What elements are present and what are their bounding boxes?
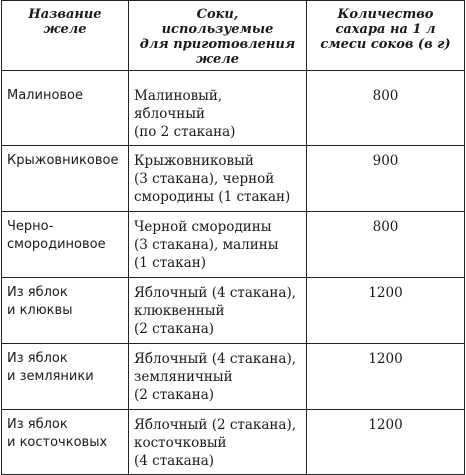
juices-cell xyxy=(129,344,307,410)
header-juices xyxy=(129,1,307,71)
juices-line: Черной смородины xyxy=(134,219,272,235)
sugar-amount-cell: 900 xyxy=(307,146,465,212)
sugar-amount-cell: 800 xyxy=(307,71,465,146)
juices-cell xyxy=(129,212,307,278)
jelly-name-line: Малиновое xyxy=(7,88,84,103)
sugar-amount-cell: 1200 xyxy=(307,344,465,410)
jelly-name-line: и клюквы xyxy=(7,303,73,318)
juices-cell xyxy=(129,278,307,344)
juices-line: (2 стакана) xyxy=(134,387,215,403)
header-row xyxy=(2,1,465,71)
jelly-name-line: и косточковых xyxy=(7,435,108,450)
header-text: смеси соков (в г) xyxy=(320,37,451,52)
jelly-name-cell xyxy=(2,410,129,475)
juices-line: (4 стакана) xyxy=(134,453,215,469)
jelly-name-line: Крыжовниковое xyxy=(7,153,119,168)
juices-line: (2 стакана) xyxy=(134,321,215,337)
header-jelly-name xyxy=(2,1,129,71)
header-text: используемые xyxy=(161,22,274,37)
header-sugar-amount xyxy=(307,1,465,71)
table-row xyxy=(2,278,465,344)
juices-line: Крыжовниковый xyxy=(134,153,254,169)
jelly-name-cell xyxy=(2,71,129,146)
juices-cell xyxy=(129,410,307,475)
juices-line: (1 стакан) xyxy=(134,255,206,271)
table-row xyxy=(2,146,465,212)
juices-line: (3 стакана), малины xyxy=(134,237,279,253)
jelly-name-cell xyxy=(2,212,129,278)
sugar-amount-cell: 800 xyxy=(307,212,465,278)
header-text: Соки, xyxy=(196,7,239,22)
header-text: для приготовления xyxy=(139,37,296,52)
jelly-name-line: Из яблок xyxy=(7,351,68,366)
table-row xyxy=(2,212,465,278)
header-text: желе xyxy=(195,52,240,67)
table-body xyxy=(2,71,465,475)
juices-line: земляничный xyxy=(134,369,233,385)
juices-line: Малиновый, xyxy=(134,88,223,104)
table-row xyxy=(2,71,465,146)
juices-line: Яблочный (4 стакана), xyxy=(134,285,297,301)
juices-line: яблочный xyxy=(134,106,206,122)
jelly-name-line: Из яблок xyxy=(7,285,68,300)
header-text: Количество xyxy=(337,7,434,22)
table-header xyxy=(2,1,465,71)
juices-line: (по 2 стакана) xyxy=(134,124,236,140)
juices-line: Яблочный (4 стакана), xyxy=(134,351,297,367)
jelly-name-cell xyxy=(2,278,129,344)
header-text: желе xyxy=(43,22,87,37)
jelly-name-line: и земляники xyxy=(7,369,94,384)
header-text: сахара на 1 л xyxy=(335,22,436,37)
sugar-amount-cell: 1200 xyxy=(307,410,465,475)
jelly-name-line: смородиновое xyxy=(7,237,106,252)
jelly-name-cell xyxy=(2,344,129,410)
jelly-name-line: Черно- xyxy=(7,219,54,234)
table-row xyxy=(2,410,465,475)
juices-line: (3 стакана), черной xyxy=(134,171,275,187)
jelly-table xyxy=(1,0,465,475)
jelly-name-line: Из яблок xyxy=(7,417,68,432)
juices-line: клюквенный xyxy=(134,303,225,319)
juices-line: смородины (1 стакан) xyxy=(134,189,291,205)
juices-cell xyxy=(129,146,307,212)
jelly-name-cell xyxy=(2,146,129,212)
sugar-amount-cell: 1200 xyxy=(307,278,465,344)
header-text: Название xyxy=(28,7,102,22)
table-row xyxy=(2,344,465,410)
juices-line: косточковый xyxy=(134,435,227,451)
juices-line: Яблочный (2 стакана), xyxy=(134,417,297,433)
juices-cell xyxy=(129,71,307,146)
